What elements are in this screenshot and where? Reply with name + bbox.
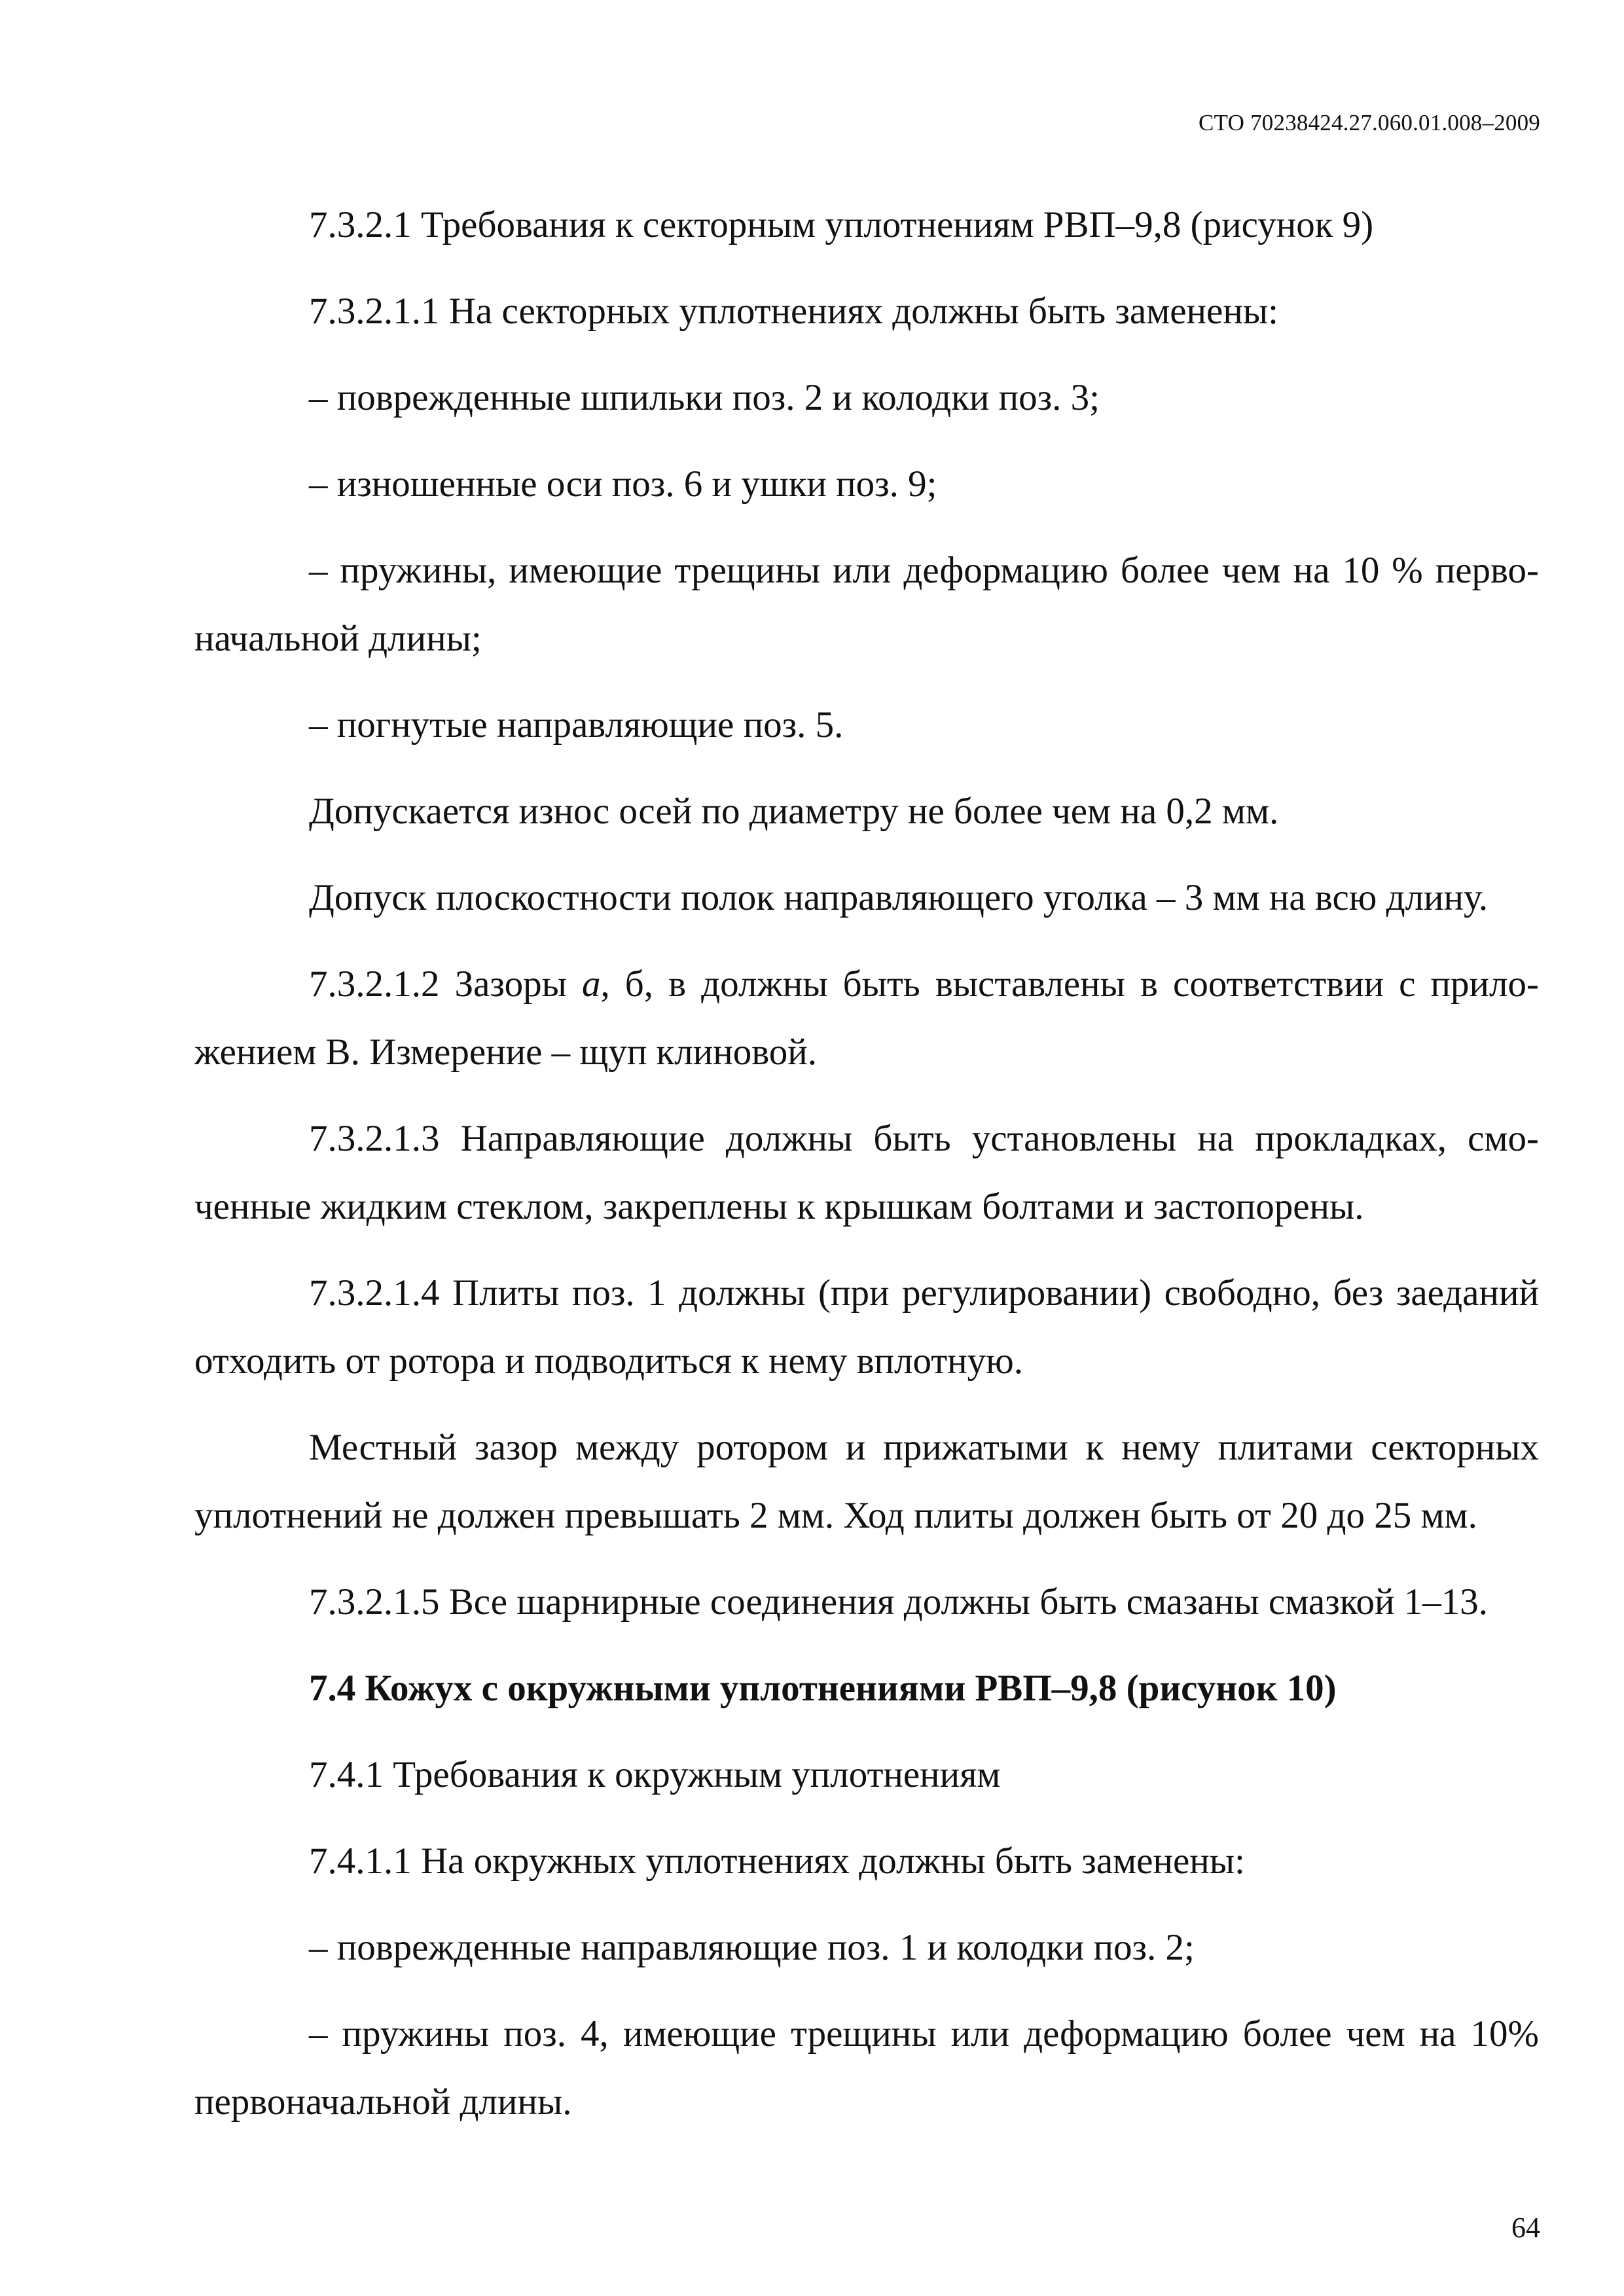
- list-item-springs-pos-4: – пружины поз. 4, имеющие трещины или деформацию более чем на 10% первоначальной длины.: [194, 2013, 1539, 2123]
- paragraph-7-3-2-1-5: 7.3.2.1.5 Все шарнирные соединения должны быть смазаны смазкой 1–13.: [309, 1581, 1489, 1623]
- list-item-bent-guides: – погнутые направляющие поз. 5.: [309, 704, 844, 745]
- paragraph-7-3-2-1-4: 7.3.2.1.4 Плиты поз. 1 должны (при регулировании) свободно, без заеданий отходить от ротора и подводиться к нему вплотную.: [194, 1272, 1539, 1382]
- document-code-header: СТО 70238424.27.060.01.008–2009: [1199, 110, 1540, 135]
- document-body: [194, 191, 1539, 2155]
- paragraph-7-4-1-1: 7.4.1.1 На окружных уплотнениях должны быть заменены:: [309, 1840, 1245, 1882]
- paragraph-flatness-tolerance: Допуск плоскостности полок направляющего уголка – 3 мм на всю длину.: [309, 877, 1489, 918]
- paragraph-axle-wear: Допускается износ осей по диаметру не более чем на 0,2 мм.: [309, 791, 1279, 832]
- italic-letter: а: [581, 963, 601, 1005]
- paragraph-7-3-2-1-3: 7.3.2.1.3 Направляющие должны быть установлены на прокладках, смо-ченные жидким стеклом, закреплены к крышкам болтами и застопорены.: [194, 1118, 1539, 1227]
- paragraph-7-3-2-1: 7.3.2.1 Требования к секторным уплотнениям РВП–9,8 (рисунок 9): [309, 204, 1374, 245]
- paragraph-7-3-2-1-1: 7.3.2.1.1 На секторных уплотнениях должны быть заменены:: [309, 291, 1278, 332]
- list-item-damaged-studs: – поврежденные шпильки поз. 2 и колодки поз. 3;: [309, 377, 1100, 418]
- paragraph-7-3-2-1-2: [194, 950, 1539, 1086]
- page-number: 64: [1511, 2212, 1540, 2244]
- list-item-worn-axles: – изношенные оси поз. 6 и ушки поз. 9;: [309, 463, 937, 505]
- text-after: , б, в должны быть выставлены в соответствии с прило-жением В. Измерение – щуп клиновой.: [194, 963, 1539, 1073]
- section-heading-7-4: 7.4 Кожух с окружными уплотнениями РВП–9,8 (рисунок 10): [309, 1668, 1337, 1709]
- text-before: 7.3.2.1.2 Зазоры: [309, 963, 582, 1005]
- paragraph-7-4-1: 7.4.1 Требования к окружным уплотнениям: [309, 1754, 1001, 1795]
- list-item-springs: – пружины, имеющие трещины или деформацию более чем на 10 % перво-начальной длины;: [194, 550, 1539, 659]
- paragraph-local-gap: Местный зазор между ротором и прижатыми к нему плитами секторных уплотнений не должен превышать 2 мм. Ход плиты должен быть от 20 до 25 мм.: [194, 1427, 1539, 1536]
- list-item-damaged-guides: – поврежденные направляющие поз. 1 и колодки поз. 2;: [309, 1927, 1195, 1968]
